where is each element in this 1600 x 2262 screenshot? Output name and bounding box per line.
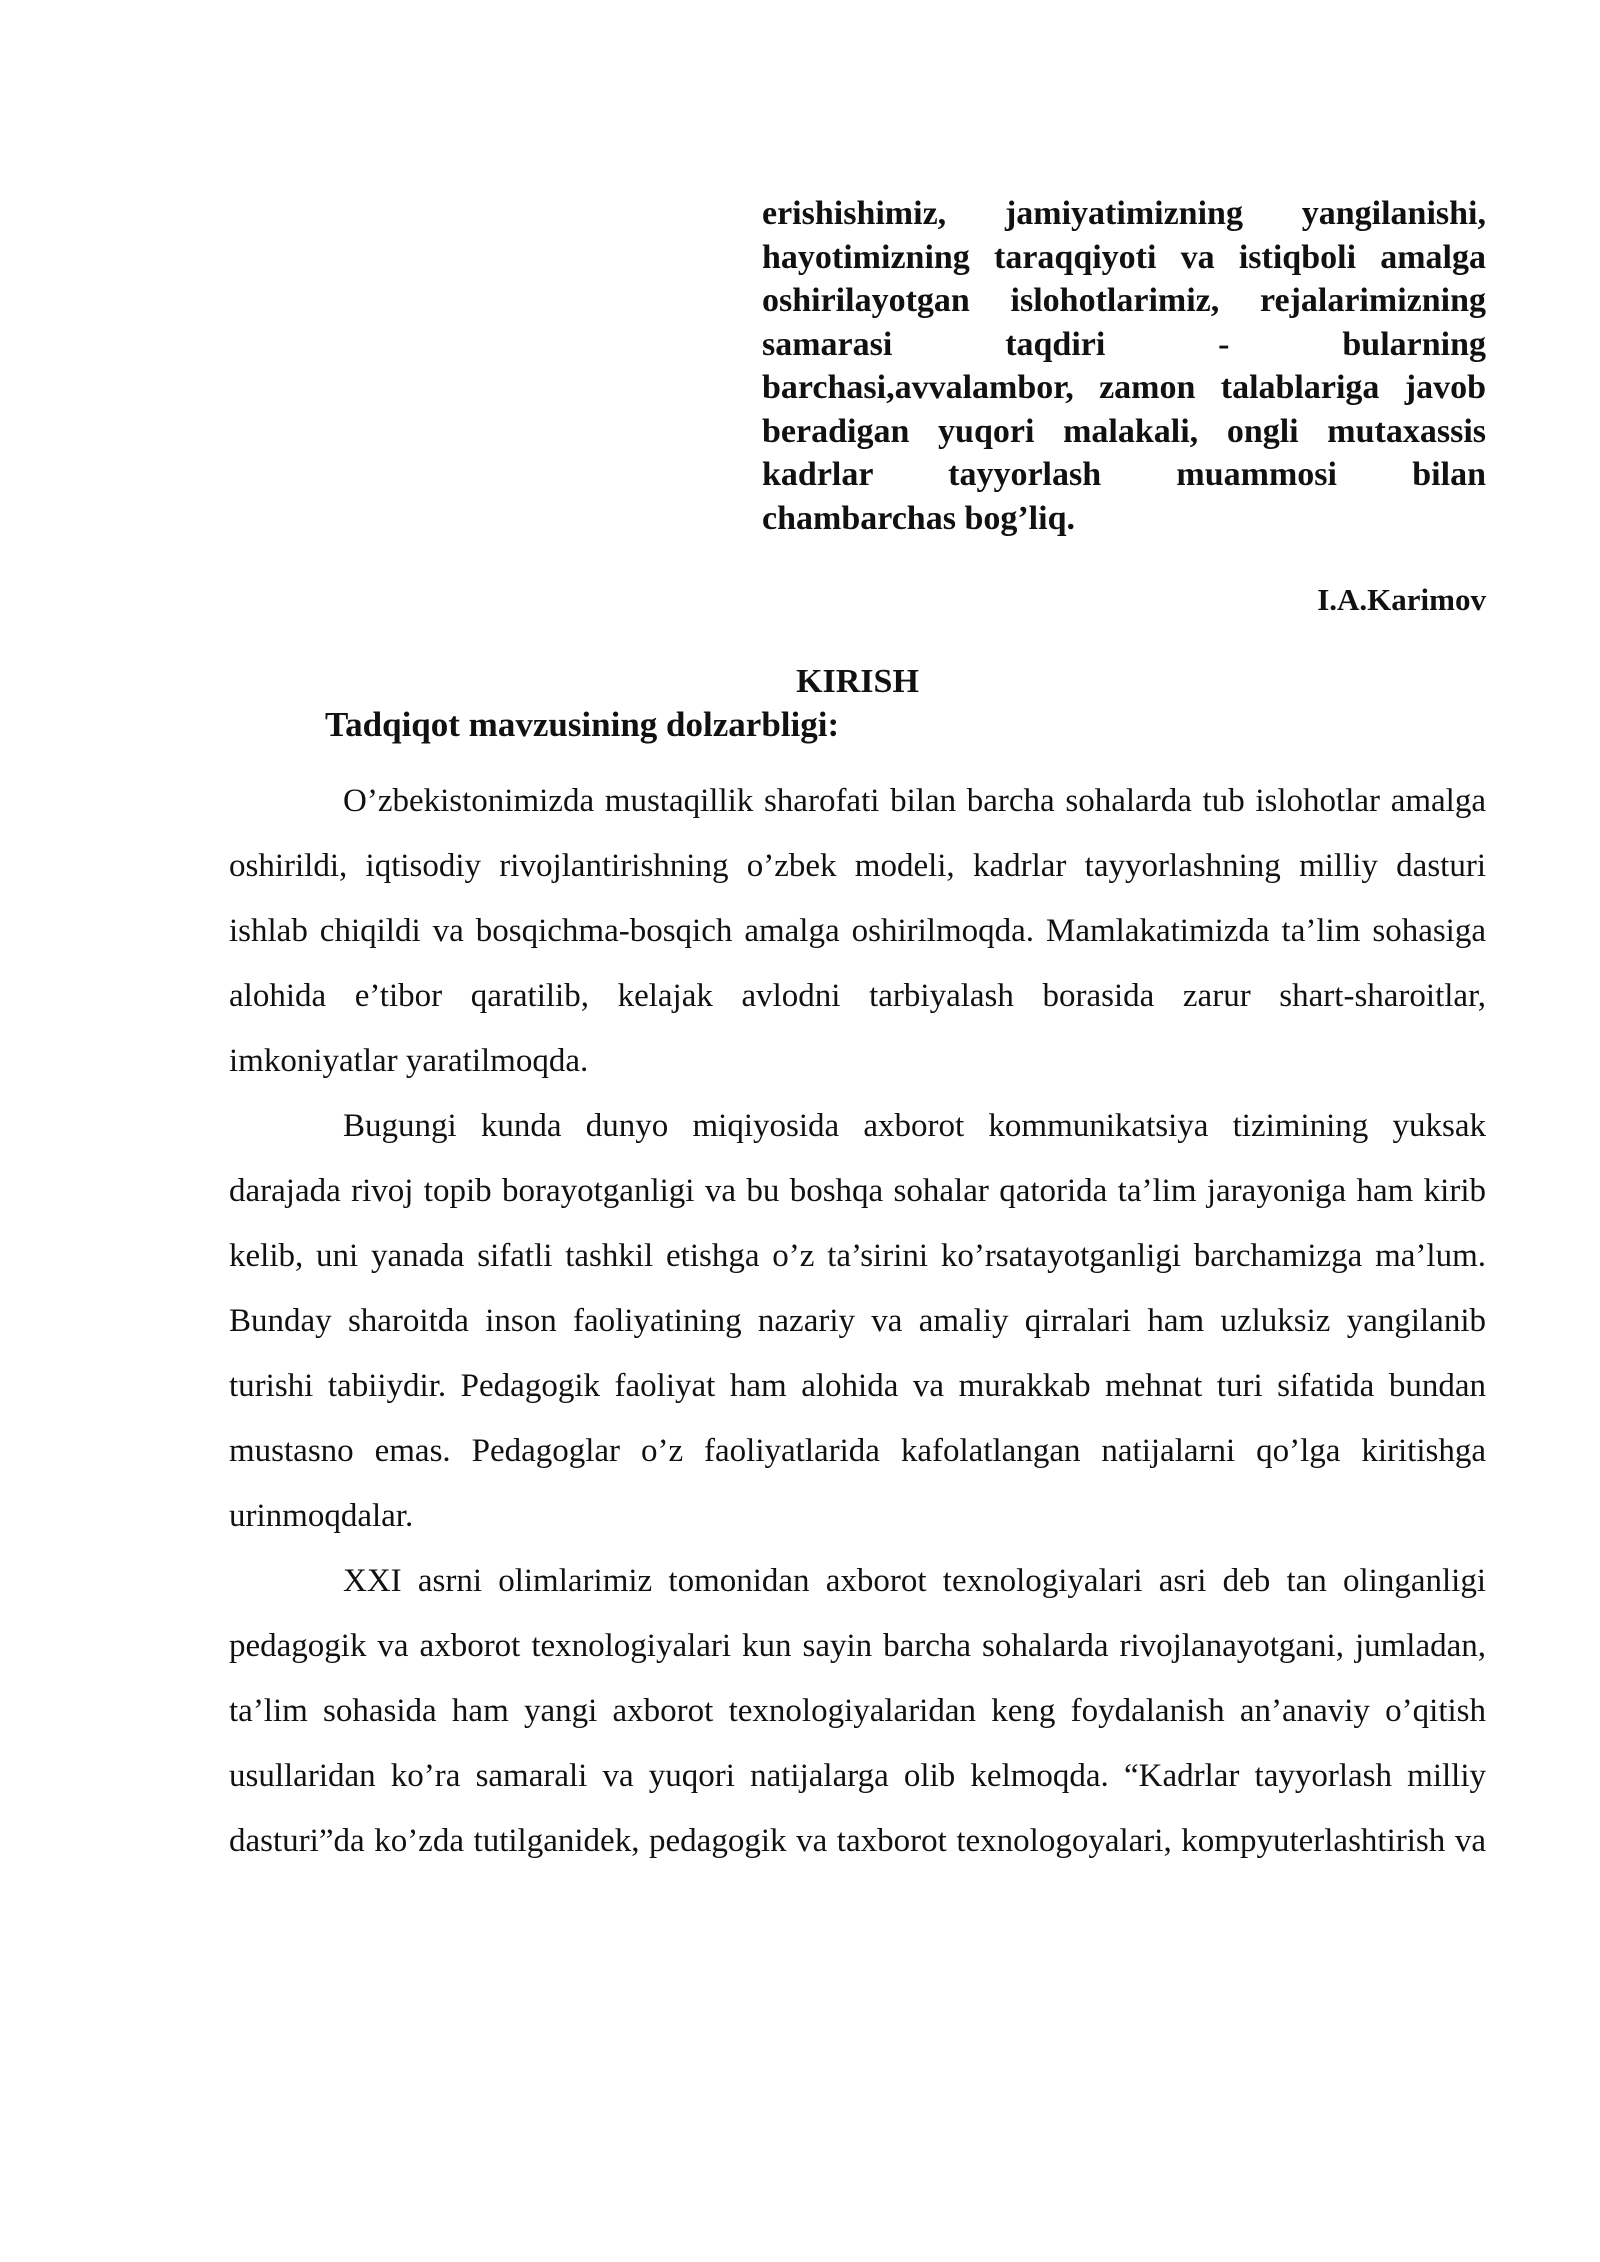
epigraph-author: I.A.Karimov [1317, 582, 1486, 617]
paragraph: Bugungi kunda dunyo miqiyosida axborot kommunikatsiya tizimining yuksak darajada rivoj topib borayotganligi va bu boshqa sohalar qatorida ta’lim jarayoniga ham kirib kelib, uni yanada sifatli tashkil etishga o’z ta’sirini ko’rsatayotganligi barchamizga ma’lum. Bunday sharoitda inson faoliyatining nazariy va amaliy qirralari ham uzluksiz yangilanib turishi tabiiydir. Pedagogik faoliyat ham alohida va murakkab mehnat turi sifatida bundan mustasno emas. Pedagoglar o’z faoliyatlarida kafolatlangan natijalarni qo’lga kiritishga urinmoqdalar. [229, 1108, 1486, 1534]
epigraph-quote: erishishimiz, jamiyatimizning yangilanishi, hayotimizning taraqqiyoti va istiqboli amalga oshirilayotgan islohotlarimiz, rejalarimizning samarasi taqdiri - bularning barchasi,avvalambor, zamon talablariga javob beradigan yuqori malakali, ongli mutaxassis kadrlar tayyorlash muammosi bilan chambarchas bog’liq. [762, 195, 1486, 537]
section-title: KIRISH [796, 663, 919, 700]
paragraph: O’zbekistonimizda mustaqillik sharofati bilan barcha sohalarda tub islohotlar amalga oshirildi, iqtisodiy rivojlantirishning o’zbek modeli, kadrlar tayyorlashning milliy dasturi ishlab chiqildi va bosqichma-bosqich amalga oshirilmoqda. Mamlakatimizda ta’lim sohasiga alohida e’tibor qaratilib, kelajak avlodni tarbiyalash borasida zarur shart-sharoitlar, imkoniyatlar yaratilmoqda. [229, 783, 1486, 1079]
paragraph: XXI asrni olimlarimiz tomonidan axborot texnologiyalari asri deb tan olinganligi pedagogik va axborot texnologiyalari kun sayin barcha sohalarda rivojlanayotgani, jumladan, ta’lim sohasida ham yangi axborot texnologiyalaridan keng foydalanish an’anaviy o’qitish usullaridan ko’ra samarali va yuqori natijalarga olib kelmoqda. “Kadrlar tayyorlash milliy dasturi”da ko’zda tutilganidek, pedagogik va taxborot texnologoyalari, kompyuterlashtirish va [229, 1563, 1486, 1859]
subsection-title: Tadqiqot mavzusining dolzarbligi: [325, 705, 840, 744]
body-text [229, 769, 1486, 1874]
